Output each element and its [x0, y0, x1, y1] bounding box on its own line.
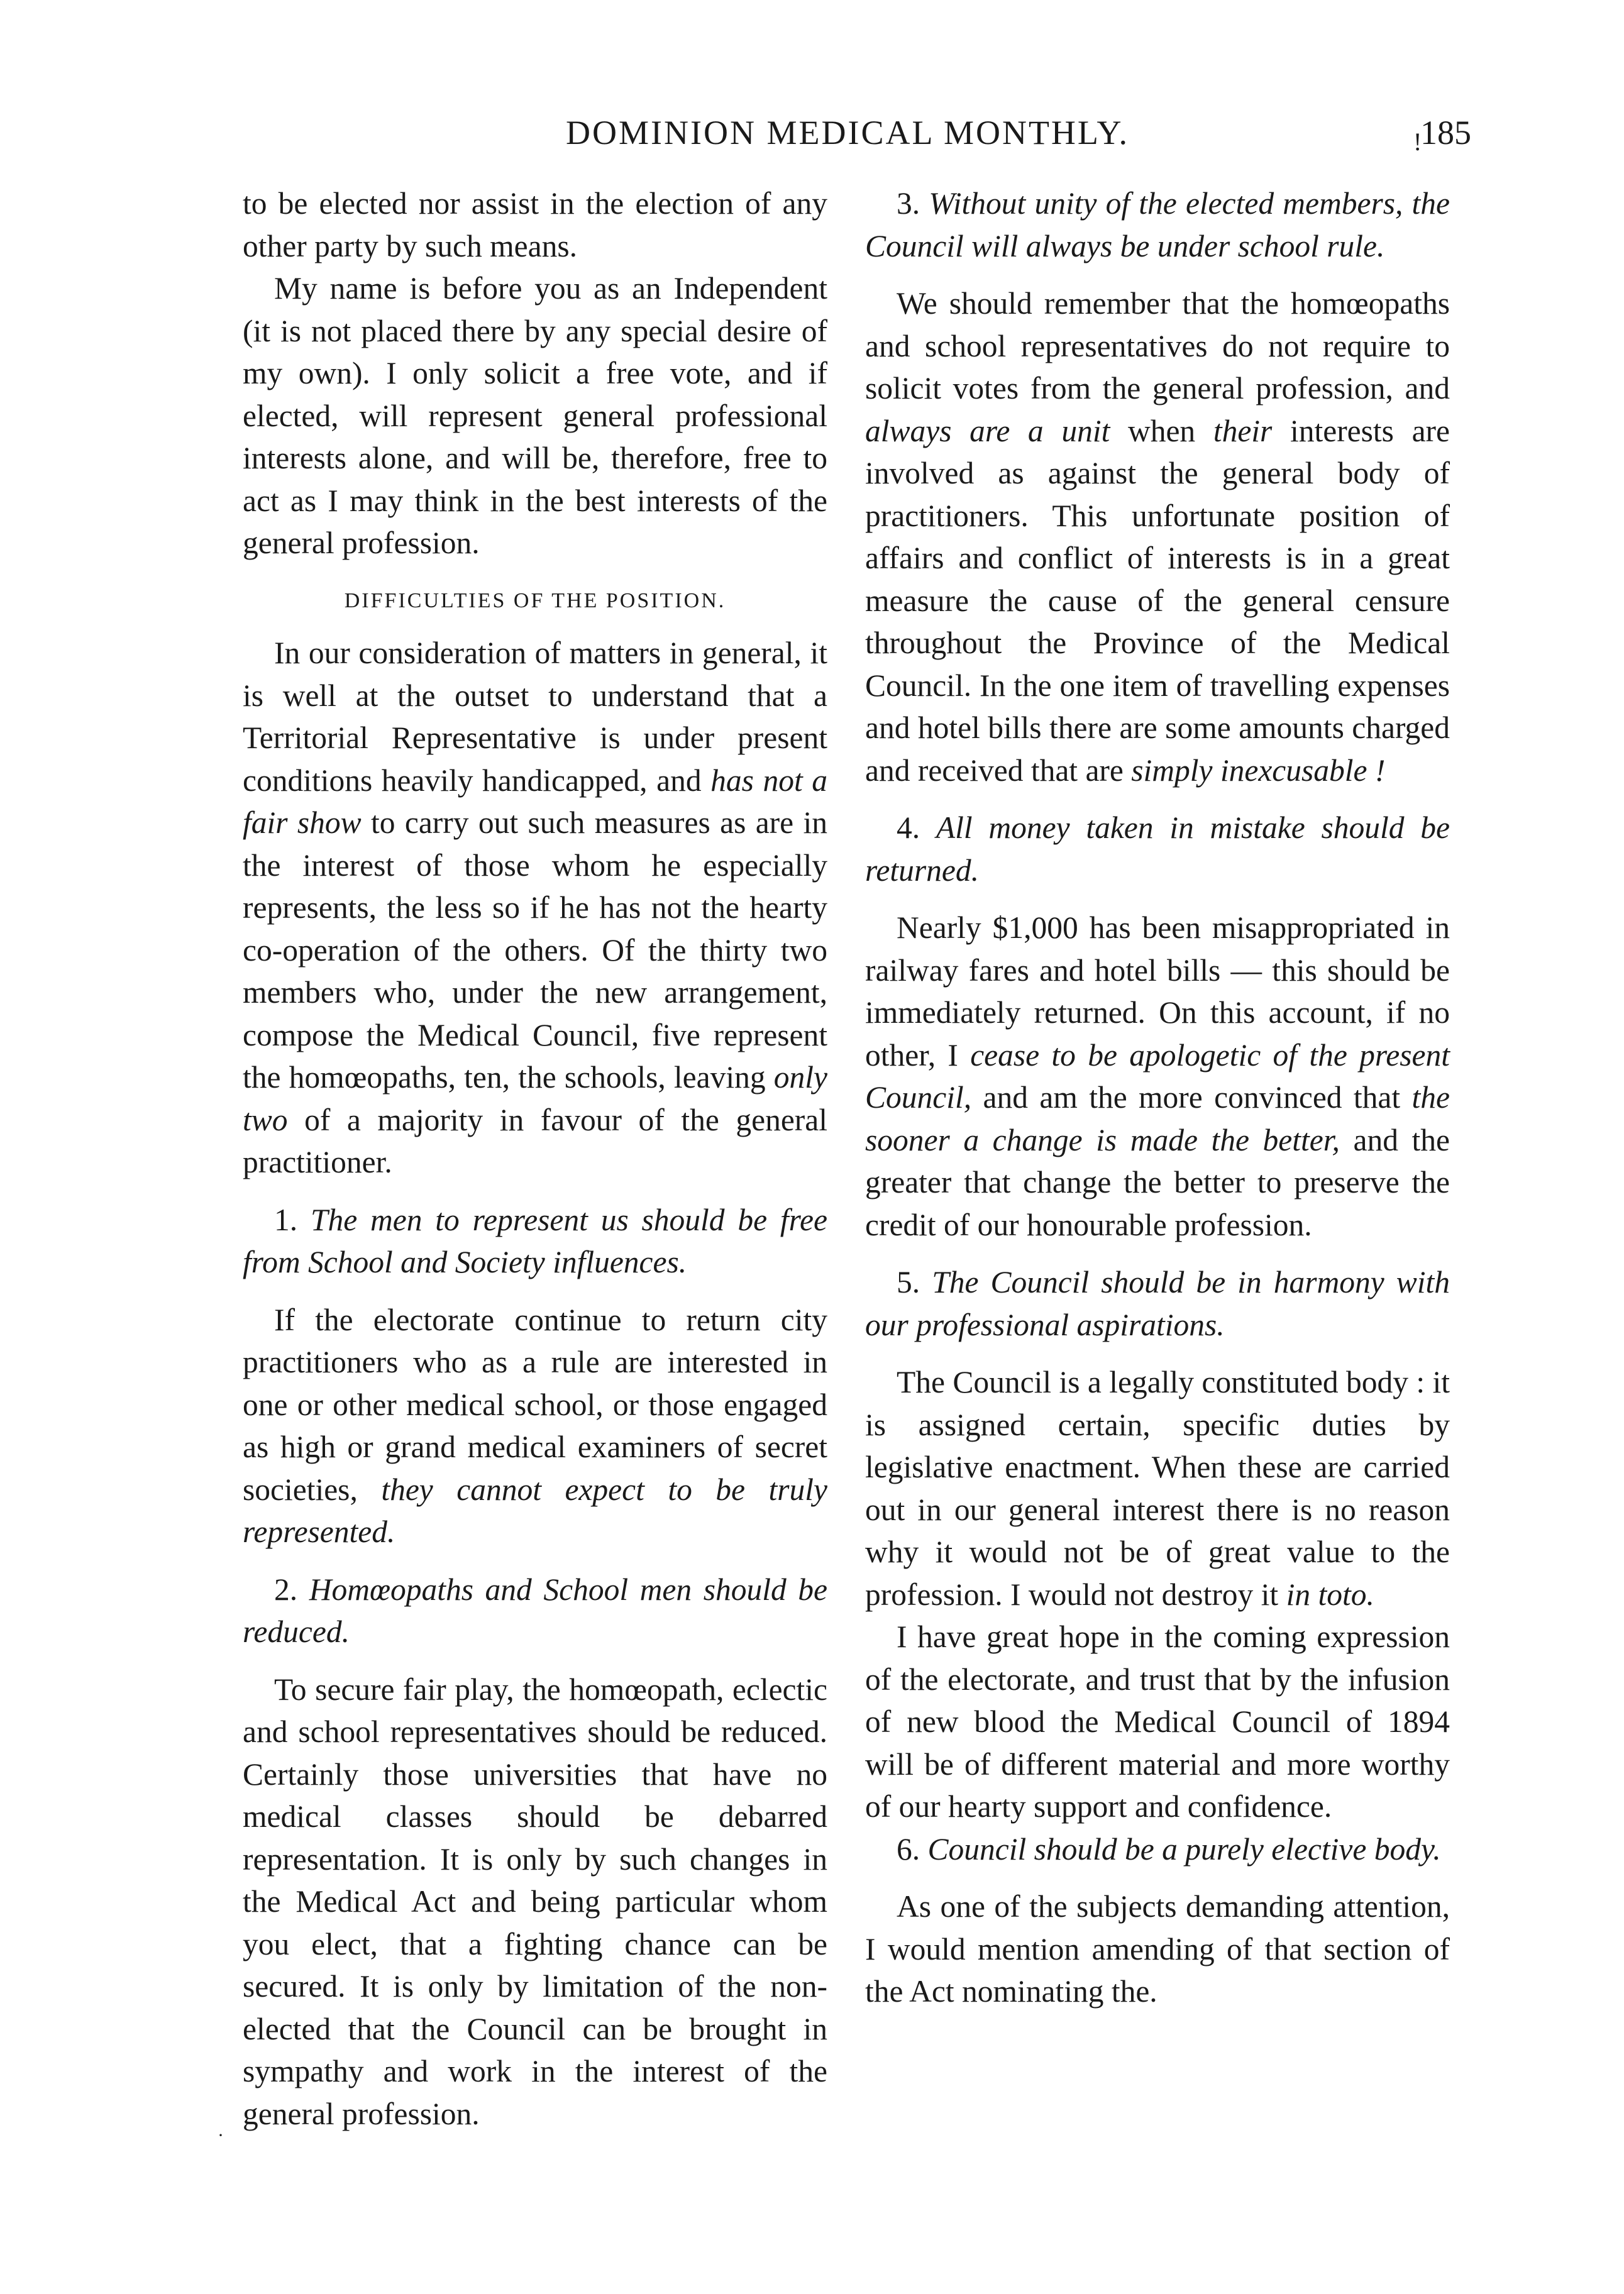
left-column: [243, 182, 827, 2135]
point-text: The men to represent us should be free from School and Society influences.: [243, 1202, 827, 1279]
emphasis: only two: [243, 1060, 827, 1137]
paragraph: To secure fair play, the homœopath, eclectic and school representatives should be reduced. Certainly those universities that have no medical classes should be debarred representation. It is only by such changes in the Medical Act and being particular whom you elect, that a fighting chance can be secured. It is only by limitation of the non-elected that the Council can be brought in sympathy and work in the interest of the general profession.: [243, 1672, 827, 2131]
paragraph: As one of the subjects demanding attention, I would mention amending of that section of the Act nominating the.: [865, 1889, 1450, 2009]
paragraph: Nearly $1,000 has been misappropriated in railway fares and hotel bills — this should be immediately returned. On this account, if no other, I cease to be apologetic of the present Council, and am the more convinced that the sooner a change is made the better, and the greater that change the better to preserve the credit of our honourable profession.: [865, 910, 1450, 1242]
emphasis: the sooner a change is made the better,: [865, 1080, 1450, 1157]
point-text: Council should be a purely elective body.: [927, 1831, 1441, 1867]
numbered-point: 3. Without unity of the elected members, the Council will always be under school rule.: [865, 186, 1450, 263]
running-head: DOMINION MEDICAL MONTHLY.: [566, 114, 1130, 152]
numbered-point: 5. The Council should be in harmony with our professional aspirations.: [865, 1265, 1450, 1342]
numbered-point: 4. All money taken in mistake should be returned.: [865, 810, 1450, 888]
numbered-point: 2. Homœopaths and School men should be reduced.: [243, 1572, 827, 1649]
stray-dot: ·: [218, 2125, 224, 2146]
paragraph: We should remember that the homœopaths and school representatives do not require to solicit votes from the general profession, and always are a unit when their interests are involved as against the general body of practitioners. This unfortunate position of affairs and conflict of interests is in a great measure the cause of the general censure throughout the Province of the Medical Council. In the one item of travelling expenses and hotel bills there are some amounts charged and received that are simply inexcusable !: [865, 286, 1450, 788]
point-text: Homœopaths and School men should be reduced.: [243, 1572, 827, 1649]
paragraph: If the electorate continue to return city practitioners who as a rule are interested in one or other medical school, or those engaged as high or grand medical examiners of secret societies, they cannot expect to be truly represented.: [243, 1302, 827, 1549]
page-number: 185: [1420, 114, 1471, 152]
paragraph: My name is before you as an Independent (it is not placed there by any special desire of my own). I only solicit a free vote, and if elected, will represent general professional interests alone, and will be, therefore, free to act as I may think in the best interests of the general profession.: [243, 271, 827, 560]
stray-mark: !: [1413, 128, 1422, 156]
emphasis: always are a unit: [865, 413, 1110, 448]
point-text: All money taken in mistake should be returned.: [865, 810, 1450, 888]
page-header: [239, 113, 1471, 163]
numbered-point: 1. The men to represent us should be free from School and Society influences.: [243, 1202, 827, 1279]
paragraph: I have great hope in the coming expression of the electorate, and trust that by the infusion of new blood the Medical Council of 1894 will be of different material and more worthy of our hearty support and confidence.: [865, 1619, 1450, 1824]
emphasis: simply inexcusable !: [1131, 753, 1386, 788]
emphasis: they cannot expect to be truly represented.: [243, 1472, 827, 1549]
paragraph: to be elected nor assist in the election of any other party by such means.: [243, 186, 827, 263]
point-text: The Council should be in harmony with our professional aspirations.: [865, 1265, 1450, 1342]
emphasis: cease to be apologetic of the present Council,: [865, 1037, 1450, 1115]
point-text: Without unity of the elected members, the Council will always be under school rule.: [865, 186, 1450, 263]
emphasis: in toto.: [1286, 1577, 1374, 1612]
paragraph: In our consideration of matters in general, it is well at the outset to understand that a Territorial Representative is under present conditions heavily handicapped, and has not a fair show to carry out such measures as are in the interest of those whom he especially represents, the less so if he has not the hearty co-operation of the others. Of the thirty two members who, under the new arrangement, compose the Medical Council, five represent the homœopaths, ten, the schools, leaving only two of a majority in favour of the general practitioner.: [243, 636, 827, 1179]
section-heading: DIFFICULTIES OF THE POSITION.: [344, 588, 726, 612]
right-column: [865, 182, 1450, 2013]
emphasis: their: [1213, 413, 1273, 448]
emphasis: has not a fair show: [243, 763, 827, 840]
numbered-point: 6. Council should be a purely elective body.: [897, 1831, 1441, 1867]
paragraph: The Council is a legally constituted body : it is assigned certain, specific duties by legislative enactment. When these are carried out in our general interest there is no reason why it would not be of great value to the profession. I would not destroy it in toto.: [865, 1365, 1450, 1612]
